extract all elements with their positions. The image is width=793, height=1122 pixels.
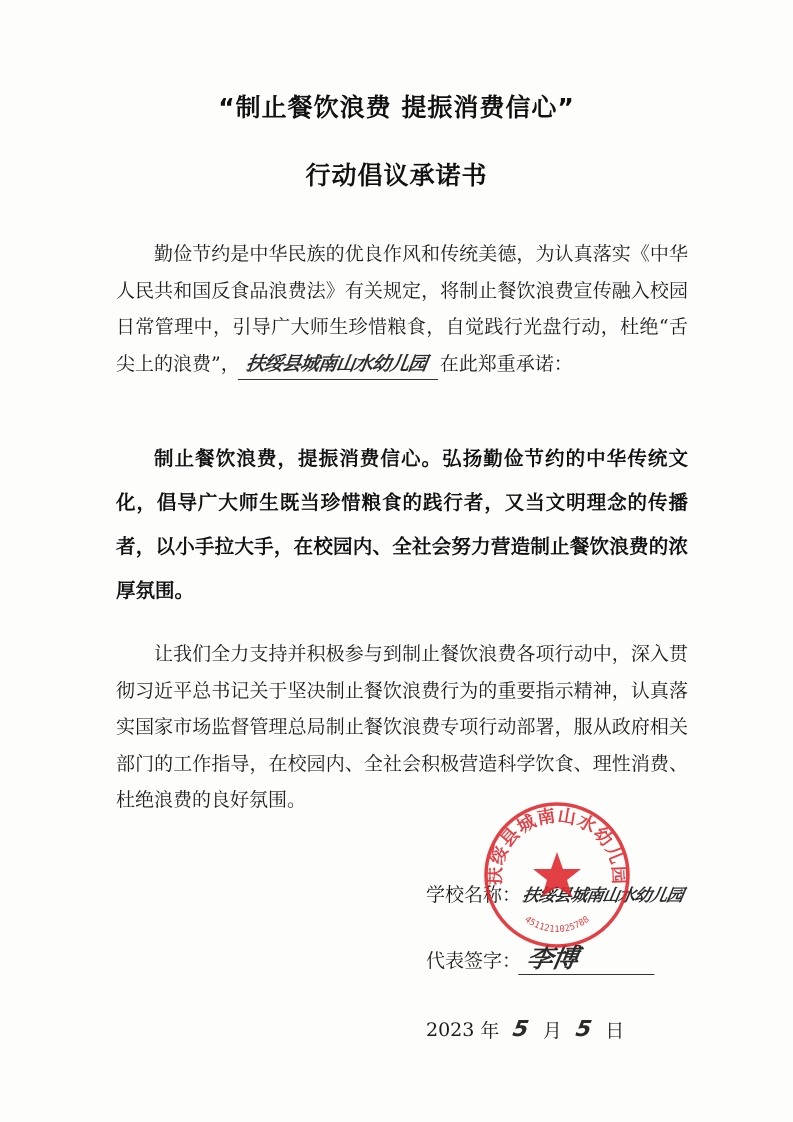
paragraph-intro [116, 236, 688, 382]
paragraph-intro-ending: 在此郑重承诺： [439, 352, 573, 375]
school-name-label: 学校名称： [426, 884, 522, 906]
representative-signature: 李博 [518, 944, 659, 975]
paragraph-intro-text: 勤俭节约是中华民族的优良作风和传统美德，为认真落实《中华人民共和国反食品浪费法》有关规定，将制止餐饮浪费宣传融入校园日常管理中，引导广大师生珍惜粮食，自觉践行光盘行动，杜绝“舌尖上的浪费”， [116, 243, 688, 375]
handwritten-school-name: 扶绥县城南山水幼儿园 [238, 349, 442, 380]
document-title-line2: 行动倡议承诺书 [305, 161, 488, 190]
date-year: 2023 [426, 1018, 475, 1041]
date-month-unit: 月 [542, 1020, 562, 1042]
seal-code: 4511211025788 [522, 914, 592, 936]
seal-text: 扶绥县城南山水幼儿园 [484, 805, 630, 886]
official-seal [482, 800, 632, 950]
date-day: 5 [573, 1017, 594, 1042]
representative-label: 代表签字： [426, 950, 522, 972]
paragraph-commitment: 制止餐饮浪费，提振消费信心。弘扬勤俭节约的中华传统文化，倡导广大师生既当珍惜粮食的践行者，又当文明理念的传播者，以小手拉大手，在校园内、全社会努力营造制止餐饮浪费的浓厚氛围。 [116, 447, 688, 602]
date-row [426, 1016, 624, 1043]
document-title-line1: “制止餐饮浪费 提振消费信心” [218, 93, 575, 122]
school-name-handwritten: 扶绥县城南山水幼儿园 [520, 886, 685, 906]
paragraph-action: 让我们全力支持并积极参与到制止餐饮浪费各项行动中，深入贯彻习近平总书记关于坚决制止餐饮浪费行为的重要指示精神，认真落实国家市场监督管理总局制止餐饮浪费专项行动部署，服从政府相关部门的工作指导，在校园内、全社会积极营造科学饮食、理性消费、杜绝浪费的良好氛围。 [116, 643, 688, 811]
seal-star-icon [533, 852, 581, 897]
date-month: 5 [511, 1017, 531, 1042]
date-day-unit: 日 [605, 1020, 625, 1042]
date-year-unit: 年 [480, 1020, 500, 1042]
